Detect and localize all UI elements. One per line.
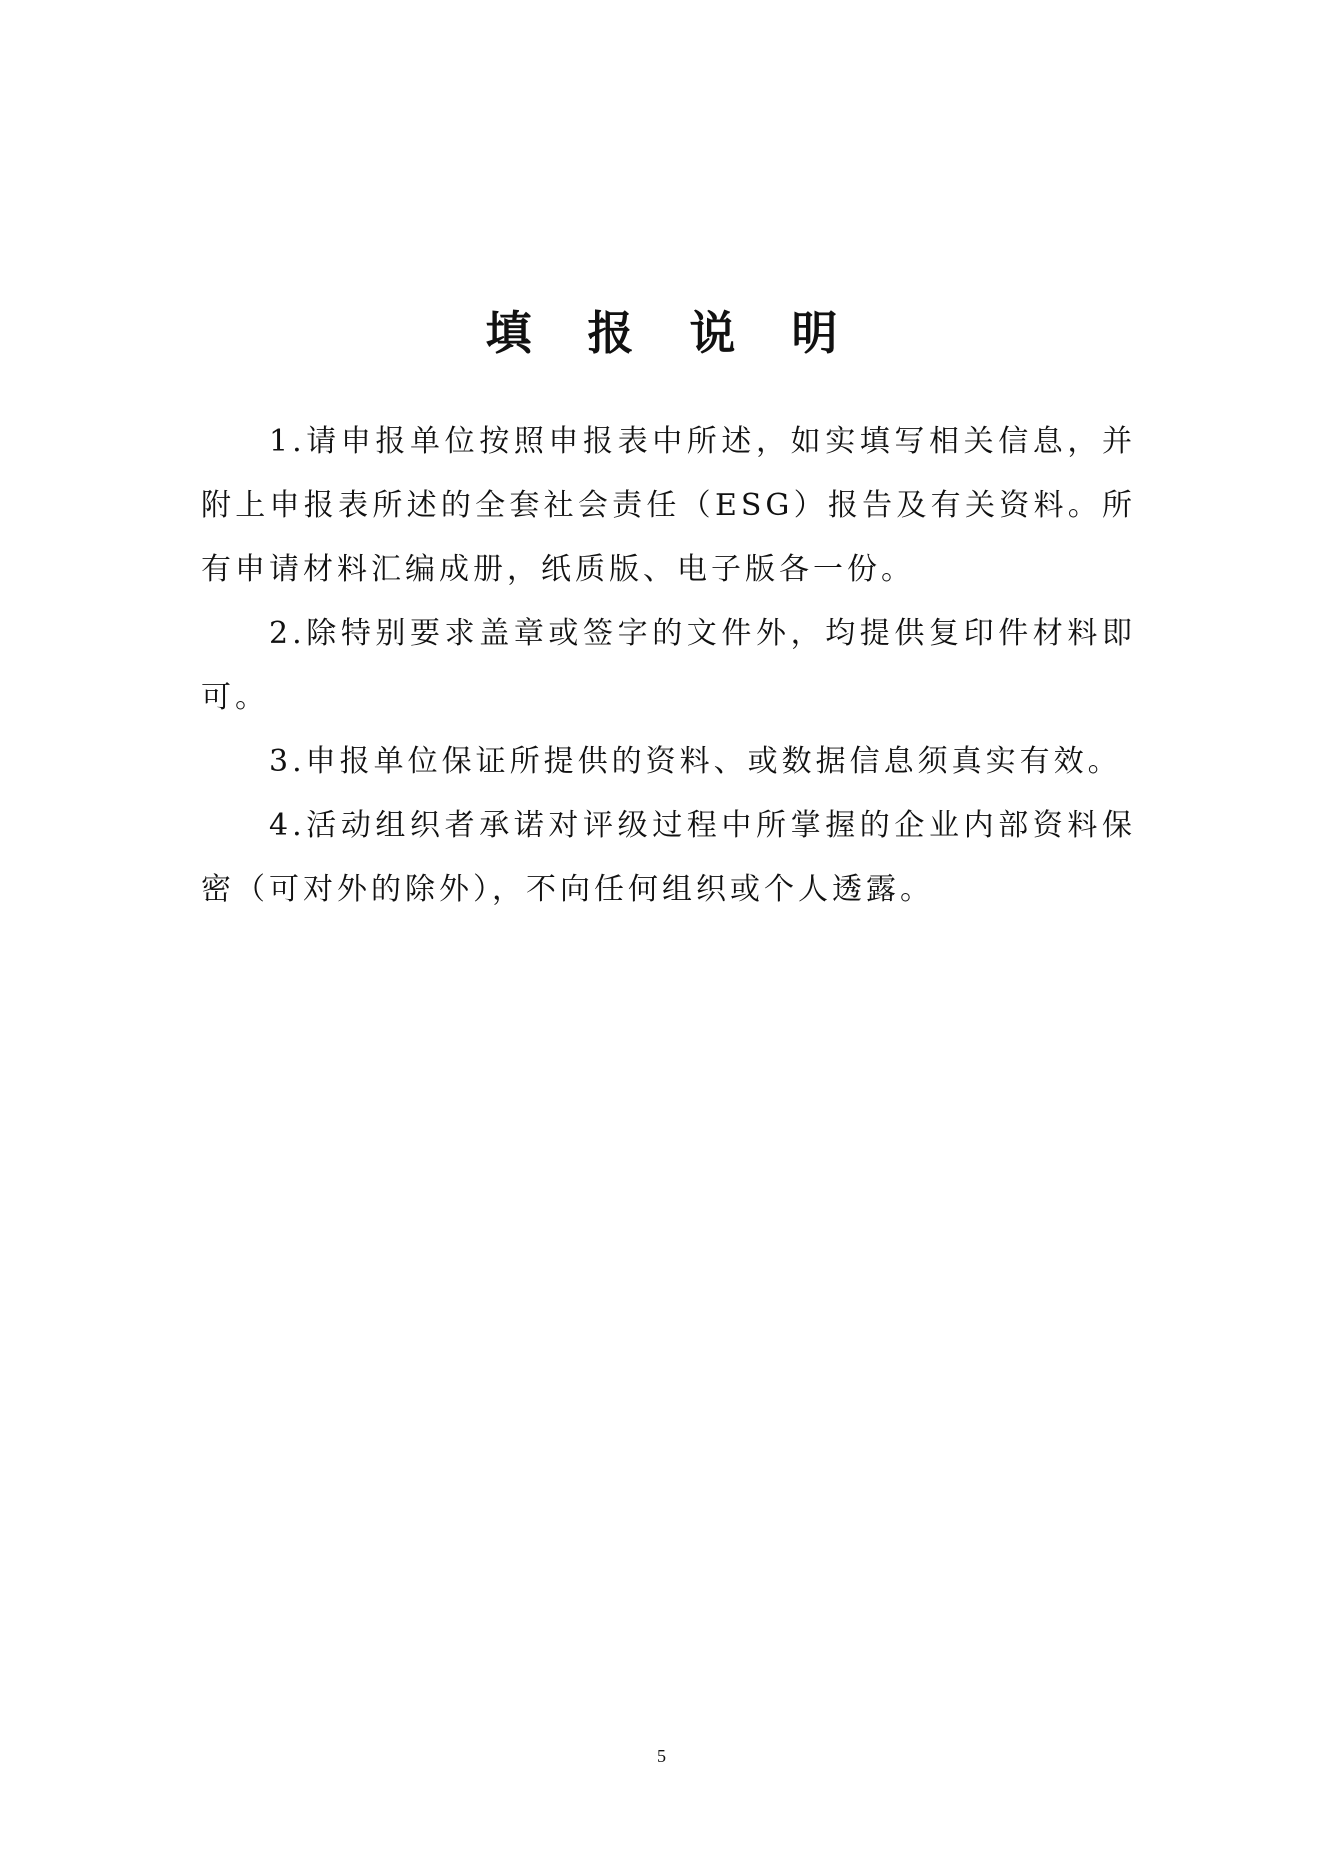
instruction-paragraph-4: 4.活动组织者承诺对评级过程中所掌握的企业内部资料保密（可对外的除外），不向任何组织或个人透露。 [201, 808, 1136, 907]
instruction-paragraph-3: 3.申报单位保证所提供的资料、或数据信息须真实有效。 [269, 744, 1122, 779]
instruction-paragraph-2: 2.除特别要求盖章或签字的文件外，均提供复印件材料即可。 [201, 616, 1136, 715]
instructions-body [201, 410, 1136, 922]
page-title: 填 报 说 明 [485, 306, 858, 360]
instruction-paragraph-1: 1.请申报单位按照申报表中所述，如实填写相关信息，并附上申报表所述的全套社会责任（ESG）报告及有关资料。所有申请材料汇编成册，纸质版、电子版各一份。 [201, 424, 1136, 587]
page-number: 5 [657, 1746, 666, 1766]
